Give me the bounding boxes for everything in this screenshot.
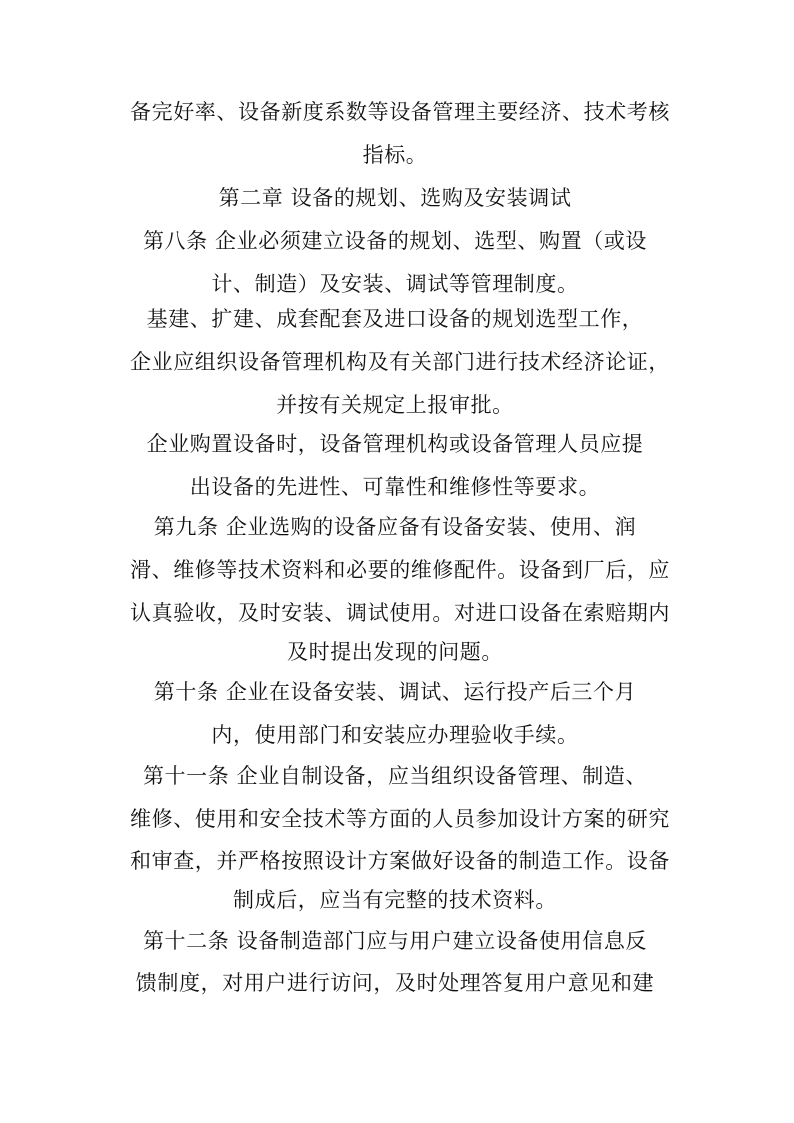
- text-line: 第十二条 设备制造部门应与用户建立设备使用信息反: [142, 929, 648, 953]
- text-line: 馈制度，对用户进行访问，及时处理答复用户意见和建: [135, 971, 655, 995]
- text-line: 制成后，应当有完整的技术资料。: [233, 888, 557, 912]
- chapter-heading: 第二章 设备的规划、选购及安装调试: [218, 186, 572, 210]
- text-line: 认真验收，及时安装、调试使用。对进口设备在索赔期内: [130, 601, 670, 625]
- text-line: 第九条 企业选购的设备应备有设备安装、使用、润: [153, 515, 637, 539]
- text-line: 企业购置设备时，设备管理机构或设备管理人员应提: [146, 432, 644, 456]
- text-line: 和审查，并严格按照设计方案做好设备的制造工作。设备: [130, 849, 670, 873]
- text-line: 维修、使用和安全技术等方面的人员参加设计方案的研究: [130, 807, 670, 831]
- text-line: 及时提出发现的问题。: [287, 640, 503, 664]
- text-line: 并按有关规定上报审批。: [276, 393, 514, 417]
- text-line: 企业应组织设备管理机构及有关部门进行技术经济论证，: [130, 350, 670, 374]
- text-line: 基建、扩建、成套配套及进口设备的规划选型工作，: [146, 307, 644, 331]
- text-line: 出设备的先进性、可靠性和维修性等要求。: [189, 475, 601, 499]
- text-line: 备完好率、设备新度系数等设备管理主要经济、技术考核: [130, 100, 670, 124]
- text-line: 第十条 企业在设备安装、调试、运行投产后三个月: [153, 680, 637, 704]
- text-line: 第八条 企业必须建立设备的规划、选型、购置（或设: [142, 229, 648, 253]
- text-line: 滑、维修等技术资料和必要的维修配件。设备到厂后，应: [130, 558, 670, 582]
- text-line: 内，使用部门和安装应办理验收手续。: [211, 723, 579, 747]
- text-line: 计、制造）及安装、调试等管理制度。: [211, 272, 579, 296]
- text-line: 第十一条 企业自制设备，应当组织设备管理、制造、: [142, 764, 648, 788]
- text-line: 指标。: [362, 143, 428, 167]
